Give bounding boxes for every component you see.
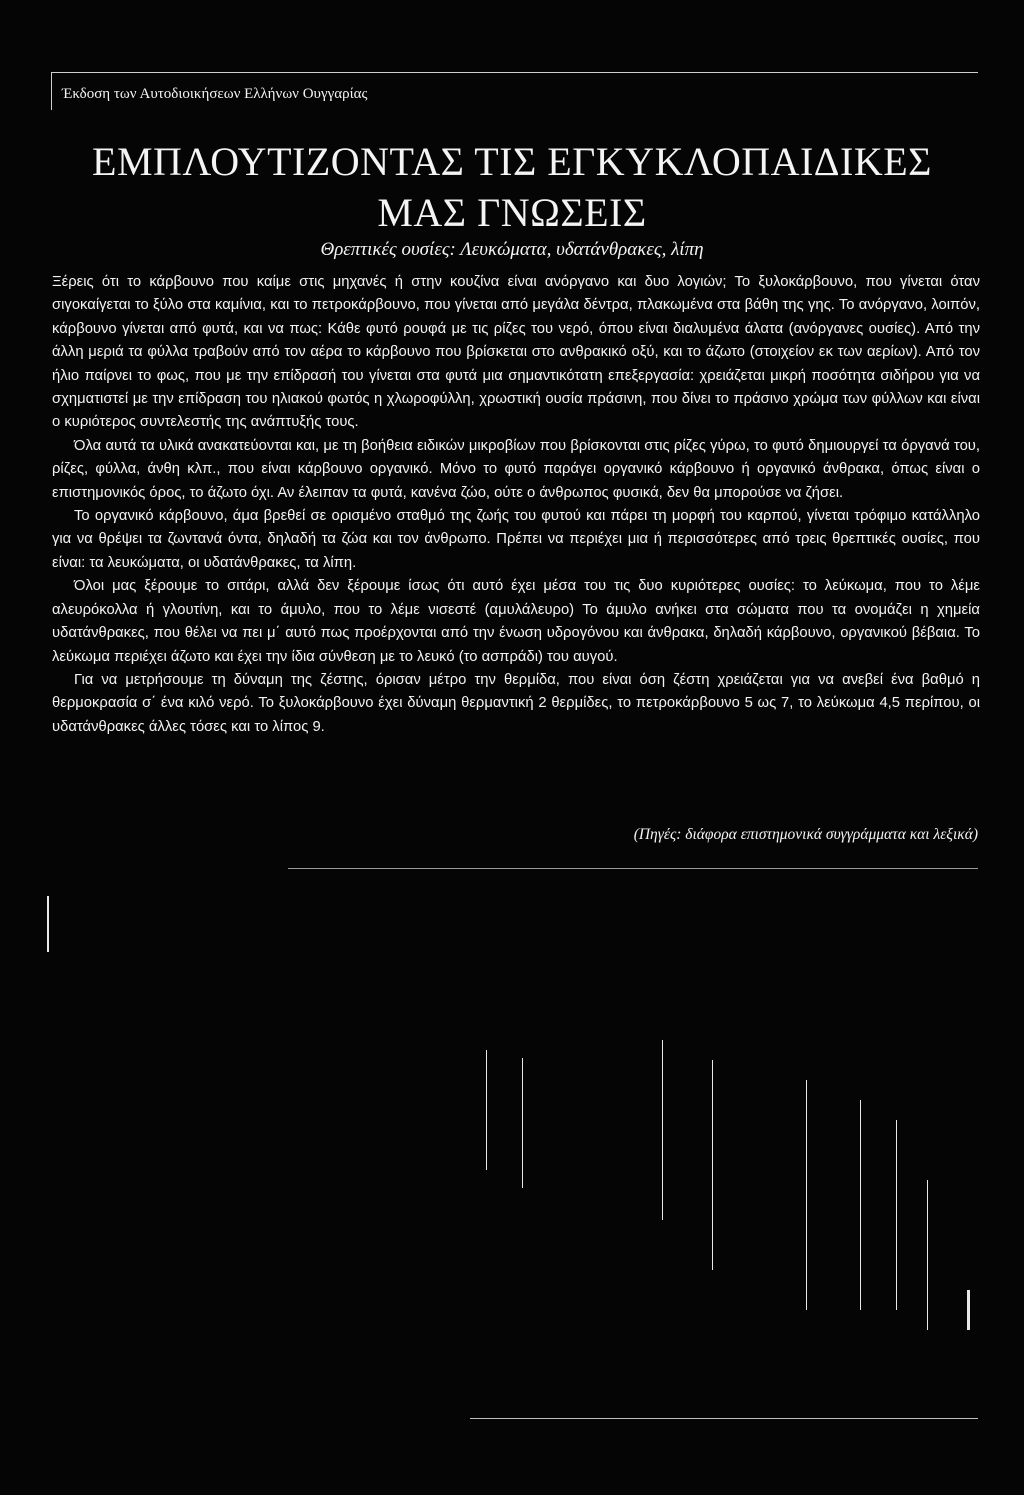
scan-artifact-line: [662, 1040, 663, 1220]
paragraph: Το οργανικό κάρβουνο, άμα βρεθεί σε ορισμένο σταθμό της ζωής του φυτού και πάρει τη μορφή του καρπού, γίνεται τρόφιμο κατάλληλο για να θρέψει τα ζωντανά όντα, δηλαδή τα ζώα και τον άνθρωπο. Πρέπει να περιέχει μια ή περισσότερες από τρεις θρεπτικές ουσίες, που είναι: τα λευκώματα, οι υδατάνθρακες, τα λίπη.: [52, 508, 980, 571]
scan-artifact-line: [896, 1120, 897, 1310]
article-title-line-2: ΜΑΣ ΓΝΩΣΕΙΣ: [377, 190, 647, 235]
scan-artifact-line: [47, 896, 49, 952]
scan-artifact-line: [522, 1058, 523, 1188]
publication-header: Έκδοση των Αυτοδιοικήσεων Ελλήνων Ουγγαρίας: [62, 86, 368, 102]
article-body: [52, 271, 980, 739]
sources-note: (Πηγές: διάφορα επιστημονικά συγγράμματα και λεξικά): [633, 826, 978, 843]
paragraph: Όλα αυτά τα υλικά ανακατεύονται και, με τη βοήθεια ειδικών μικροβίων που βρίσκονται στις ρίζες γύρω, το φυτό δημιουργεί τα όργανά του, ρίζες, φύλλα, άνθη κλπ., που είναι κάρβουνο οργανικό. Μόνο το φυτό παράγει οργανικό κάρβουνο ή οργανικό άνθρακα, όπως είναι ο επιστημονικός όρος, το άζωτο όχι. Αν έλειπαν τα φυτά, κανένα ζώο, ούτε ο άνθρωπος φυσικά, δεν θα μπορούσε να ζήσει.: [52, 437, 980, 501]
paragraph: Όλοι μας ξέρουμε το σιτάρι, αλλά δεν ξέρουμε ίσως ότι αυτό έχει μέσα του τις δυο κυριότερες ουσίες: το λεύκωμα, που το λέμε αλευρόκολλα ή γλουτίνη, και το άμυλο, που το λέμε νισεστέ (αμυλάλευρο) Το άμυλο ανήκει στα σώματα που τα ονομάζει η χημεία υδατάνθρακες, που θέλει να πει μ΄ αυτό πως προέρχονται από την ένωση υδρογόνου και άνθρακα, δηλαδή κάρβουνο, οργανικού βέβαια. Το λεύκωμα περιέχει άζωτο και έχει την ίδια σύνθεση με το λευκό (το ασπράδι) του αυγού.: [52, 578, 980, 665]
article-title-line-1: ΕΜΠΛΟΥΤΙΖΟΝΤΑΣ ΤΙΣ ΕΓΚΥΚΛΟΠΑΙΔΙΚΕΣ: [92, 139, 932, 184]
scan-artifact-line: [860, 1100, 861, 1310]
scan-artifact-line: [967, 1290, 970, 1330]
divider: [288, 868, 978, 869]
scan-artifact-line: [927, 1180, 928, 1330]
scan-artifact-line: [806, 1080, 807, 1310]
scan-artifact-line: [486, 1050, 487, 1170]
article-subtitle: Θρεπτικές ουσίες: Λευκώματα, υδατάνθρακες, λίπη: [320, 239, 704, 260]
paragraph: Ξέρεις ότι το κάρβουνο που καίμε στις μηχανές ή στην κουζίνα είναι ανόργανο και δυο λογιών; Το ξυλοκάρβουνο, που γίνεται όταν σιγοκαίγεται το ξύλο στα καμίνια, και το πετροκάρβουνο, που γίνεται από μεγάλα δέντρα, πλακωμένα στα βάθη της γης. Το ανόργανο, λοιπόν, κάρβουνο γίνεται από φυτά, και να πως: Κάθε φυτό ρουφά με τις ρίζες του νερό, όπου είναι διαλυμένα άλατα (ανόργανες ουσίες). Από την άλλη μεριά τα φύλλα τραβούν από τον αέρα το κάρβουνο που βρίσκεται στο ανθρακικό οξύ, και το άζωτο (στοιχείον εκ των αερίων). Από τον ήλιο παίρνει το φως, που με την επίδρασή του γίνεται στα φυτά μια σημαντικότατη επεξεργασία: χρειάζεται μικρή ποσότητα σιδήρου για να σχηματιστεί με την επίδραση του ηλιακού φωτός η χλωροφύλλη, χρωστική ουσία πράσινη, που δίνει το πράσινο χρώμα των φύλλων και είναι ο κυριότερος συντελεστής της ανάπτυξής τους.: [52, 274, 980, 431]
paragraph: Για να μετρήσουμε τη δύναμη της ζέστης, όρισαν μέτρο την θερμίδα, που είναι όση ζέστη χρειάζεται για να ανεβεί ένα βαθμό η θερμοκρασία σ΄ ένα κιλό νερό. Το ξυλοκάρβουνο έχει δύναμη θερμαντική 2 θερμίδες, το πετροκάρβουνο 5 ως 7, το λεύκωμα 4,5 περίπου, οι υδατάνθρακες άλλες τόσες και το λίπος 9.: [52, 671, 980, 735]
bottom-rule: [470, 1418, 978, 1419]
scan-artifact-line: [712, 1060, 713, 1270]
